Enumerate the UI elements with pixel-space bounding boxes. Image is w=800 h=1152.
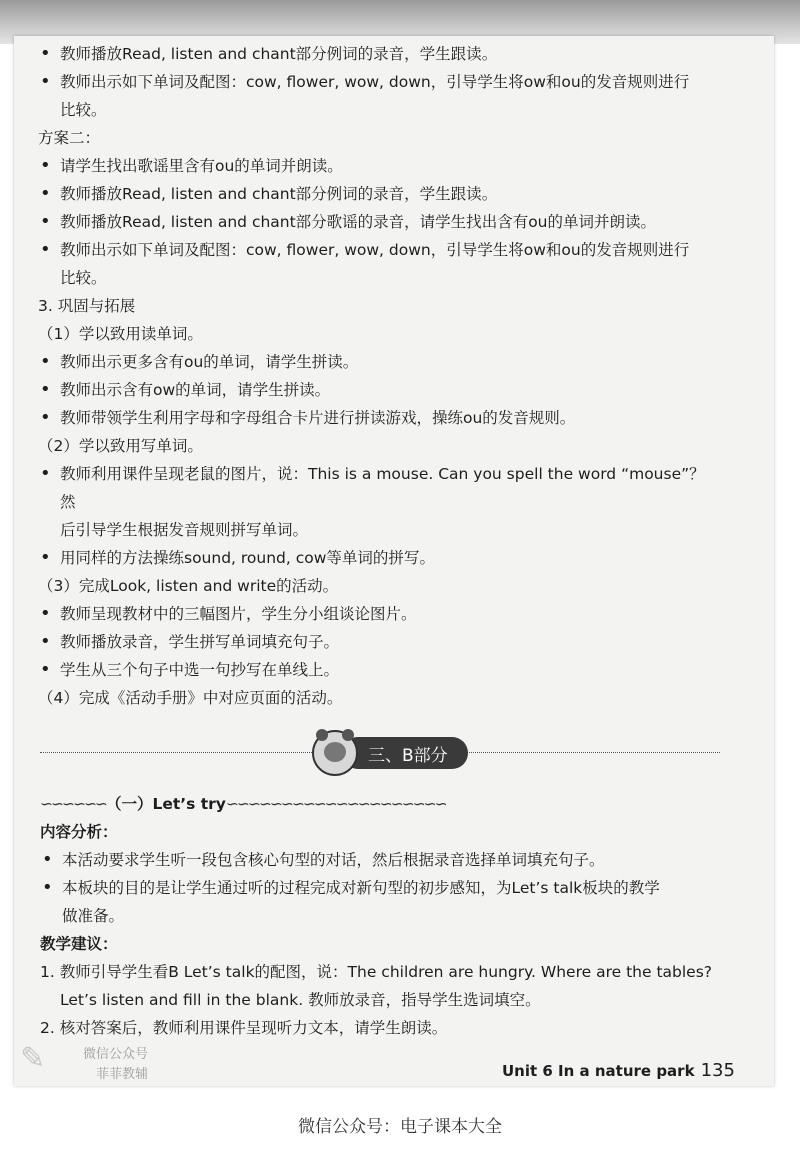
text-line: （3）完成Look, listen and write的活动。 [38,577,339,595]
text-line: （2）学以致用写单词。 [38,437,203,455]
text-line: 方案二： [38,129,101,147]
bullet-item: • 教师出示更多含有ou的单词，请学生拼读。 [38,348,718,376]
text-line: 2. 核对答案后，教师利用课件呈现听力文本，请学生朗读。 [40,1019,448,1037]
bear-icon [312,730,358,776]
pen-icon: ✎ [20,1041,46,1076]
section-badge-label: 三、B部分 [342,737,468,769]
section-badge [312,734,504,772]
bullet-item: • 本板块的目的是让学生通过听的过程完成对新句型的初步感知，为Let’s talk板块的教学 [40,874,720,902]
bullet-item: • 用同样的方法操练sound, round, cow等单词的拼写。 [38,544,718,572]
bullet-item: • 教师播放Read, listen and chant部分例词的录音，学生跟读。 [38,180,718,208]
text-line: 3. 巩固与拓展 [38,297,136,315]
bullet-item: • 教师出示如下单词及配图：cow, flower, wow, down，引导学生将ow和ou的发音规则进行 [38,68,718,96]
bullet-item: • 教师利用课件呈现老鼠的图片，说：This is a mouse. Can you spell the word “mouse”？然 [38,460,718,516]
bullet-item: • 教师播放Read, listen and chant部分歌谣的录音，请学生找出含有ou的单词并朗读。 [38,208,718,236]
text-line: 比较。 [60,269,107,287]
lets-try-heading: ∽∽∽∽∽∽（一）Let’s try∽∽∽∽∽∽∽∽∽∽∽∽∽∽∽∽∽∽∽∽ [40,795,446,813]
bullet-item: • 教师带领学生利用字母和字母组合卡片进行拼读游戏，操练ou的发音规则。 [38,404,718,432]
text-line: 1. 教师引导学生看B Let’s talk的配图，说：The children are hungry. Where are the tables? [40,963,713,981]
page-footer [502,1060,735,1081]
watermark-badge: ✎ 微信公众号 菲菲教辅 [20,1041,148,1082]
bullet-item: • 教师出示含有ow的单词，请学生拼读。 [38,376,718,404]
bullet-item: • 教师播放录音，学生拼写单词填充句子。 [38,628,718,656]
main-text [38,40,718,712]
unit-title: Unit 6 In a nature park [502,1062,695,1080]
section-b-header [40,726,720,782]
bullet-item: • 学生从三个句子中选一句抄写在单线上。 [38,656,718,684]
page-number: 135 [700,1060,735,1081]
bullet-item: • 本活动要求学生听一段包含核心句型的对话，然后根据录音选择单词填充句子。 [40,846,720,874]
bullet-item: • 教师出示如下单词及配图：cow, flower, wow, down，引导学生将ow和ou的发音规则进行 [38,236,718,264]
analysis-title: 内容分析： [40,823,118,841]
text-line: 比较。 [60,101,107,119]
analysis-list [40,846,720,930]
lets-try-section [40,790,720,1042]
bullet-item: • 教师呈现教材中的三幅图片，学生分小组谈论图片。 [38,600,718,628]
suggest-list [40,958,720,1042]
text-line: Let’s listen and fill in the blank. 教师放录音，指导学生选词填空。 [60,991,541,1009]
text-line: （4）完成《活动手册》中对应页面的活动。 [38,689,343,707]
suggest-title: 教学建议： [40,935,118,953]
watermark-text: 微信公众号：电子课本大全 [298,1117,502,1137]
bullet-item: • 请学生找出歌谣里含有ou的单词并朗读。 [38,152,718,180]
bullet-item: • 教师播放Read, listen and chant部分例词的录音，学生跟读。 [38,40,718,68]
text-line: （1）学以致用读单词。 [38,325,203,343]
text-line: 后引导学生根据发音规则拼写单词。 [60,521,309,539]
text-line: 做准备。 [62,907,125,925]
